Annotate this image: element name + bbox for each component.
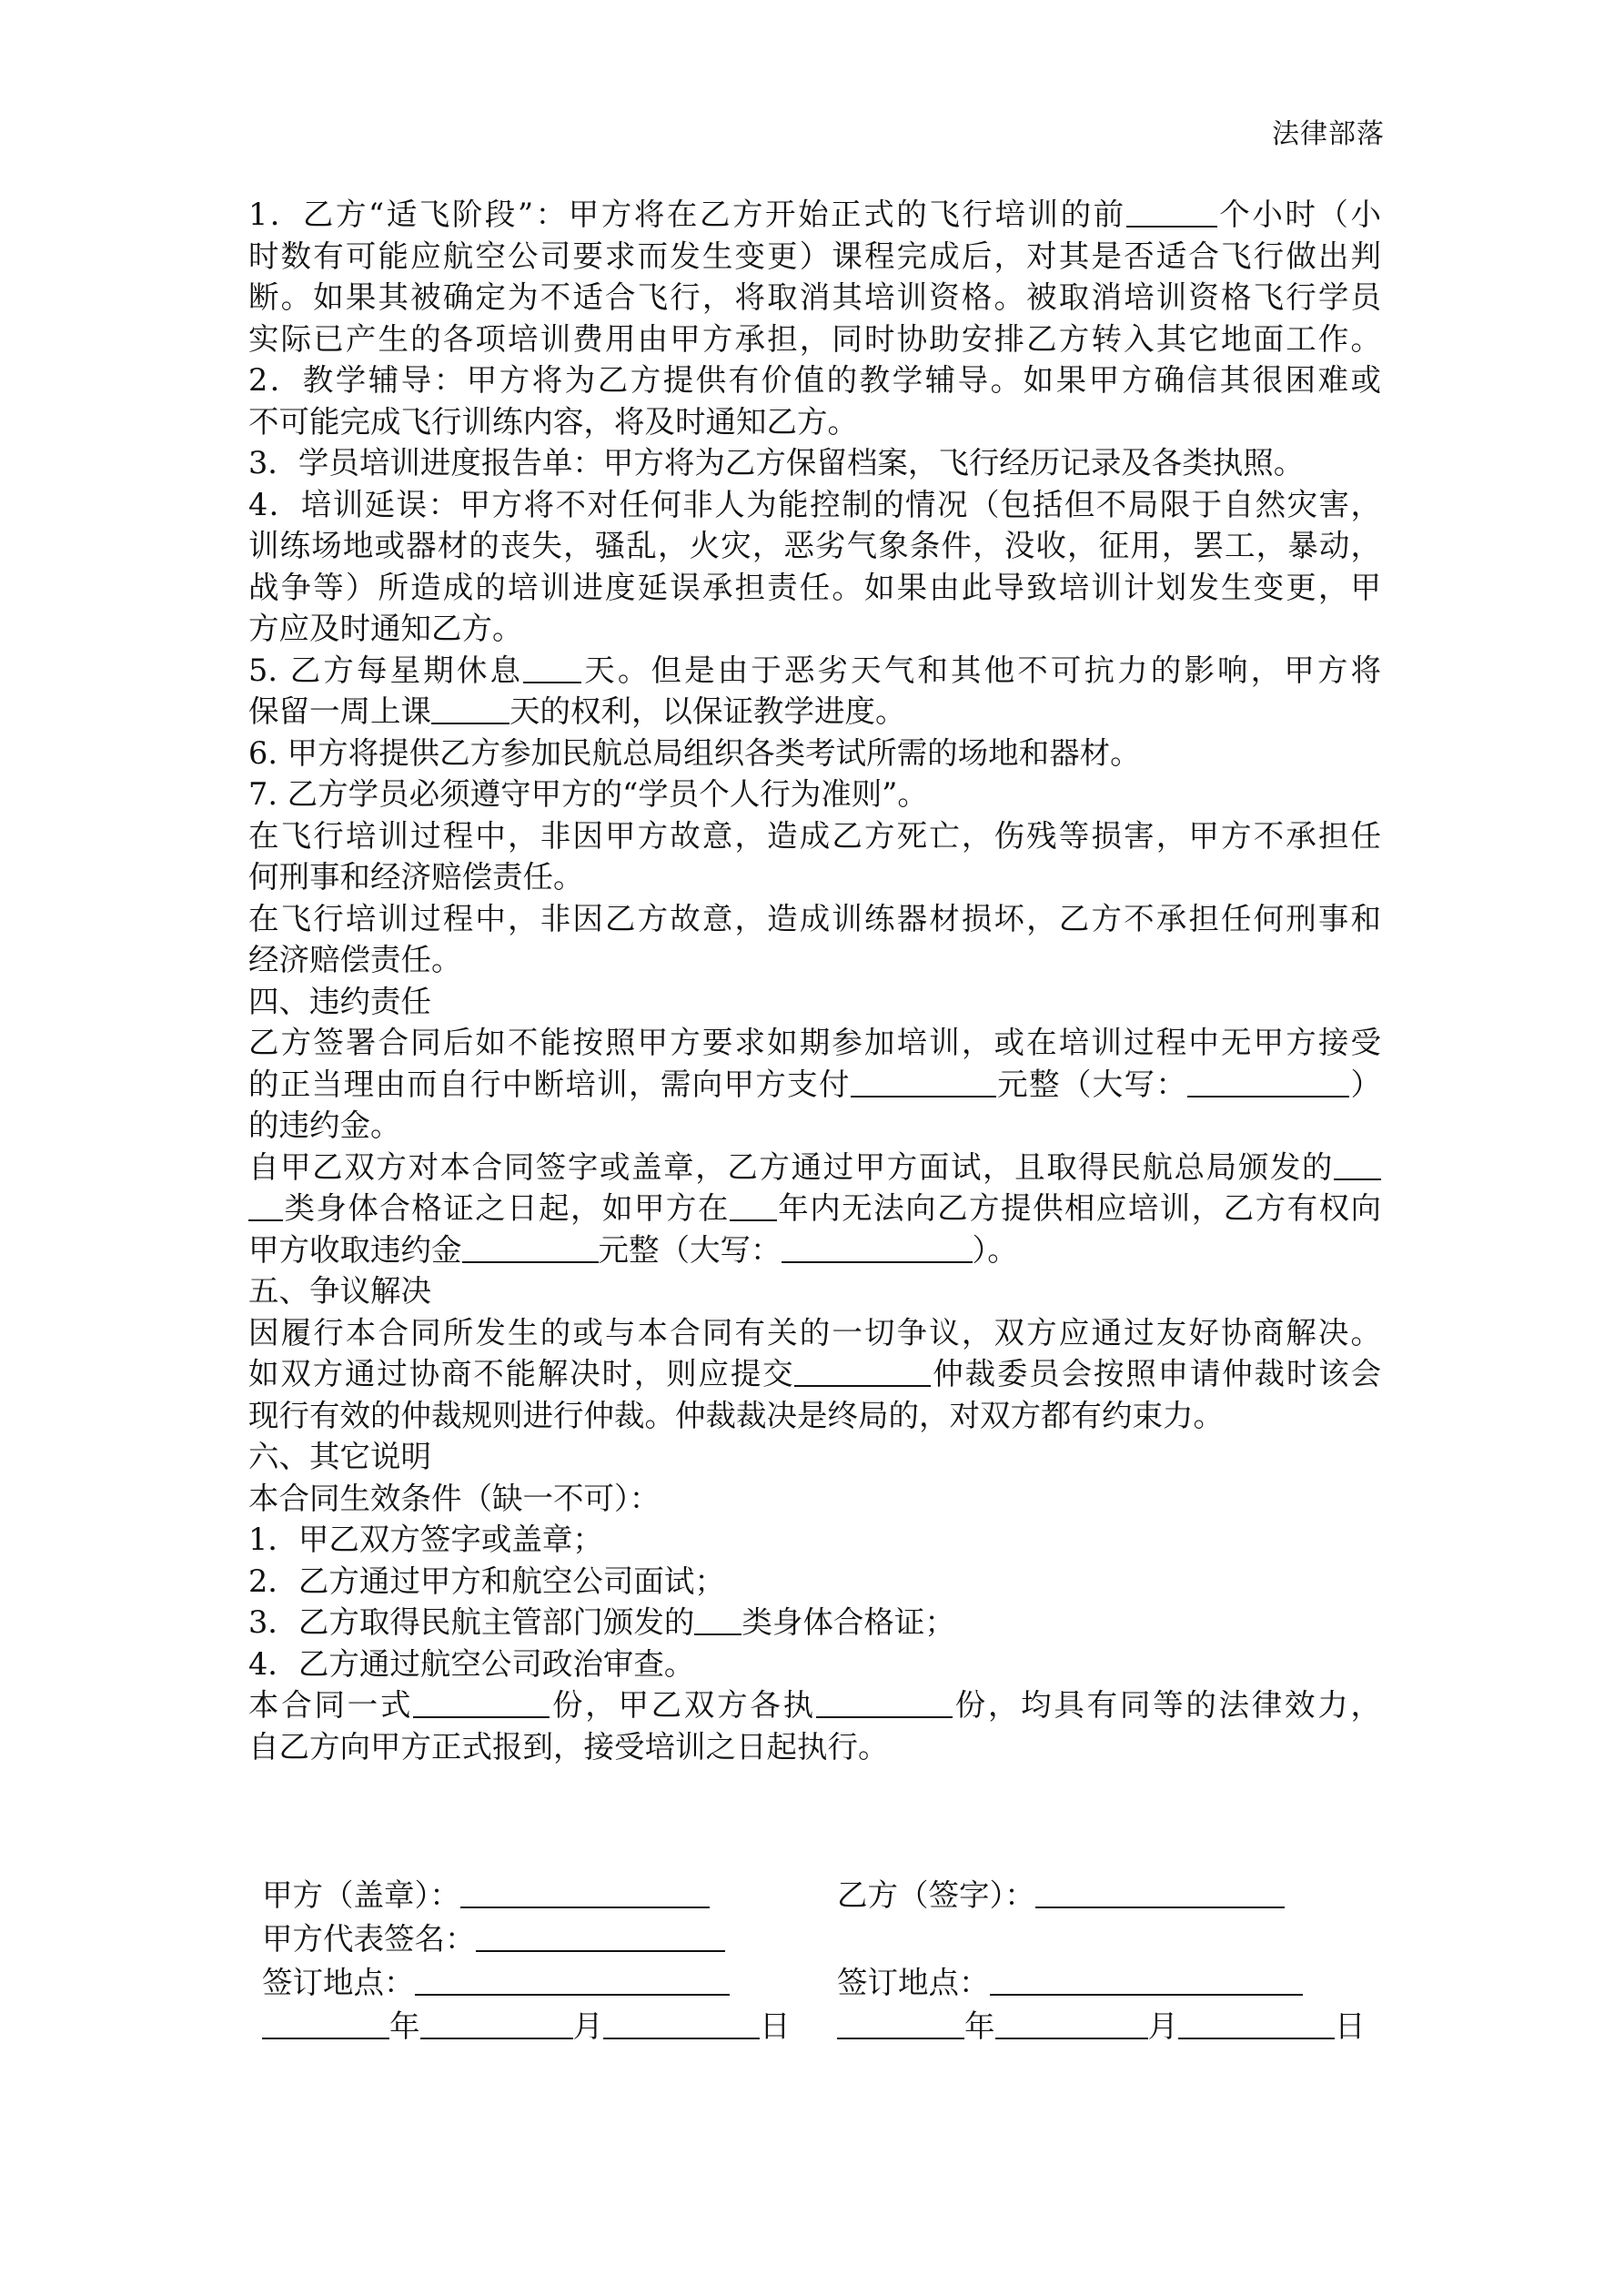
text-segment: 类身体合格证； xyxy=(741,1604,955,1640)
contract-text-line xyxy=(248,319,1381,360)
document-header-brand: 法律部落 xyxy=(1272,118,1385,150)
place-b-row xyxy=(837,1962,1303,2004)
text-segment: 1．乙方“适飞阶段”：甲方将在乙方开始正式的飞行培训的前 xyxy=(248,197,1126,232)
fill-in-blank[interactable] xyxy=(431,695,509,724)
place-a-label: 签订地点： xyxy=(262,1965,415,2000)
text-segment: 的正当理由而自行中断培训，需向甲方支付 xyxy=(248,1066,851,1102)
fill-in-blank[interactable] xyxy=(730,1192,777,1221)
date-b-day-label: 日 xyxy=(1335,2008,1366,2044)
contract-text-line xyxy=(248,525,1381,567)
fill-in-blank[interactable] xyxy=(1126,198,1217,228)
contract-text-line xyxy=(248,1229,1381,1271)
contract-text-line xyxy=(248,1726,1381,1768)
text-segment: 5. 乙方每星期休息 xyxy=(248,652,524,688)
contract-text-line xyxy=(248,236,1381,278)
fill-in-blank[interactable] xyxy=(462,1234,599,1263)
text-segment: 本合同生效条件（缺一不可）： xyxy=(248,1480,661,1516)
text-segment: 1．甲乙双方签字或盖章； xyxy=(248,1522,603,1557)
fill-in-blank[interactable] xyxy=(851,1068,996,1097)
contract-text-line xyxy=(248,1644,1381,1685)
text-segment: 4．乙方通过航空公司政治审查。 xyxy=(248,1645,695,1682)
contract-text-line xyxy=(248,1147,1381,1188)
text-segment: 五、争议解决 xyxy=(248,1273,431,1309)
text-segment: 份，甲乙双方各执 xyxy=(550,1687,816,1723)
text-segment: 3．乙方取得民航主管部门颁发的 xyxy=(248,1604,695,1640)
section-heading xyxy=(248,981,1381,1023)
contract-text-line xyxy=(248,1684,1381,1726)
contract-text-line xyxy=(248,1188,1381,1229)
fill-in-blank[interactable] xyxy=(816,1689,953,1718)
party-a-seal-blank[interactable] xyxy=(460,1879,710,1908)
text-segment: 仲裁委员会按照申请仲裁时该会 xyxy=(931,1356,1381,1391)
fill-in-blank[interactable] xyxy=(794,1358,931,1387)
fill-in-blank[interactable] xyxy=(248,1192,283,1221)
contract-text-line xyxy=(248,733,1381,774)
date-b-month-label: 月 xyxy=(1147,2008,1178,2044)
text-segment: 本合同一式 xyxy=(248,1687,414,1723)
text-segment: 因履行本合同所发生的或与本合同有关的一切争议，双方应通过友好协商解决。 xyxy=(248,1314,1381,1350)
party-b-sign-label: 乙方（签字）： xyxy=(837,1877,1035,1913)
text-segment: 六、其它说明 xyxy=(248,1439,431,1474)
text-segment: 实际已产生的各项培训费用由甲方承担，同时协助安排乙方转入其它地面工作。 xyxy=(248,320,1381,357)
contract-text-line xyxy=(248,567,1381,609)
text-segment: 现行有效的仲裁规则进行仲裁。仲裁裁决是终局的，对双方都有约束力。 xyxy=(248,1397,1224,1433)
party-a-rep-blank[interactable] xyxy=(476,1923,725,1952)
text-segment: 在飞行培训过程中，非因乙方故意，造成训练器材损坏，乙方不承担任何刑事和 xyxy=(248,900,1381,936)
party-a-rep-label: 甲方代表签名： xyxy=(262,1921,476,1957)
text-segment: ） xyxy=(1349,1066,1381,1102)
text-segment: 元整（大写： xyxy=(995,1066,1188,1102)
text-segment: 3．学员培训进度报告单：甲方将为乙方保留档案，飞行经历记录及各类执照。 xyxy=(248,445,1305,480)
contract-text-line xyxy=(248,1519,1381,1561)
party-b-sign-blank[interactable] xyxy=(1035,1879,1285,1908)
date-b-year-blank[interactable] xyxy=(837,2010,964,2039)
contract-text-line xyxy=(248,815,1381,857)
contract-text-line xyxy=(248,1022,1381,1064)
text-segment: 方应及时通知乙方。 xyxy=(248,611,523,646)
text-segment: 如双方通过协商不能解决时，则应提交 xyxy=(248,1356,795,1391)
contract-text-line xyxy=(248,277,1381,319)
fill-in-blank[interactable] xyxy=(694,1606,741,1635)
date-a-row xyxy=(262,2006,791,2048)
fill-in-blank[interactable] xyxy=(413,1689,550,1718)
section-heading xyxy=(248,1270,1381,1312)
text-segment: 在飞行培训过程中，非因甲方故意，造成乙方死亡，伤残等损害，甲方不承担任 xyxy=(248,817,1381,854)
fill-in-blank[interactable] xyxy=(523,654,581,683)
date-b-day-blank[interactable] xyxy=(1178,2010,1335,2039)
contract-text-line xyxy=(248,939,1381,981)
text-segment: 2．教学辅导：甲方将为乙方提供有价值的教学辅导。如果甲方确信其很困难或 xyxy=(248,362,1381,398)
place-a-blank[interactable] xyxy=(415,1967,730,1996)
contract-text-line xyxy=(248,484,1381,526)
fill-in-blank[interactable] xyxy=(782,1234,973,1263)
contract-text-line xyxy=(248,1312,1381,1354)
contract-text-line xyxy=(248,608,1381,650)
text-segment: 年内无法向乙方提供相应培训，乙方有权向 xyxy=(776,1190,1381,1226)
contract-text-line xyxy=(248,1353,1381,1395)
text-segment: 个小时（小 xyxy=(1216,197,1381,232)
contract-text-line xyxy=(248,898,1381,940)
text-segment: 份，均具有同等的法律效力， xyxy=(952,1687,1381,1723)
date-a-day-blank[interactable] xyxy=(603,2010,760,2039)
section-heading xyxy=(248,1436,1381,1478)
text-segment: ）。 xyxy=(972,1231,1018,1268)
text-segment: 不可能完成飞行训练内容，将及时通知乙方。 xyxy=(248,403,858,440)
date-b-month-blank[interactable] xyxy=(995,2010,1148,2039)
contract-text-line xyxy=(248,401,1381,443)
contract-text-line xyxy=(248,856,1381,898)
text-segment: 经济赔偿责任。 xyxy=(248,942,462,977)
contract-text-line xyxy=(248,1561,1381,1603)
date-a-month-blank[interactable] xyxy=(420,2010,573,2039)
text-segment: 2．乙方通过甲方和航空公司面试； xyxy=(248,1563,725,1599)
text-segment: 自甲乙双方对本合同签字或盖章，乙方通过甲方面试，且取得民航总局颁发的 xyxy=(248,1148,1334,1185)
text-segment: 的违约金。 xyxy=(248,1108,401,1143)
text-segment: 四、违约责任 xyxy=(248,983,431,1019)
text-segment: 4．培训延误：甲方将不对任何非人为能控制的情况（包括但不局限于自然灾害， xyxy=(248,486,1381,522)
text-segment: 类身体合格证之日起，如甲方在 xyxy=(283,1190,730,1226)
text-segment: 训练场地或器材的丧失，骚乱，火灾，恶劣气象条件，没收，征用，罢工，暴动， xyxy=(248,528,1381,563)
place-b-blank[interactable] xyxy=(990,1967,1303,1996)
text-segment: 断。如果其被确定为不适合飞行，将取消其培训资格。被取消培训资格飞行学员 xyxy=(248,279,1381,315)
date-b-year-label: 年 xyxy=(964,2008,995,2044)
date-a-day-label: 日 xyxy=(760,2008,791,2044)
text-segment: 乙方签署合同后如不能按照甲方要求如期参加培训，或在培训过程中无甲方接受 xyxy=(248,1025,1381,1060)
contract-text-line xyxy=(248,194,1381,236)
contract-text-line xyxy=(248,691,1381,733)
contract-text-line xyxy=(248,1105,1381,1147)
contract-text-line xyxy=(248,774,1381,815)
text-segment: 7. 乙方学员必须遵守甲方的“学员个人行为准则”。 xyxy=(248,776,928,812)
contract-text-line xyxy=(248,359,1381,401)
place-b-label: 签订地点： xyxy=(837,1965,990,2000)
party-b-sign-row xyxy=(837,1875,1285,1917)
text-segment: 元整（大写： xyxy=(598,1231,782,1268)
text-segment: 甲方收取违约金 xyxy=(248,1231,462,1268)
text-segment: 天的权利，以保证教学进度。 xyxy=(509,693,906,729)
party-a-seal-row xyxy=(262,1875,710,1917)
fill-in-blank[interactable] xyxy=(1187,1068,1349,1097)
contract-text-line xyxy=(248,1478,1381,1520)
contract-text-line xyxy=(248,1395,1381,1437)
date-a-year-label: 年 xyxy=(389,2008,420,2044)
contract-text-line xyxy=(248,650,1381,692)
date-a-year-blank[interactable] xyxy=(262,2010,389,2039)
text-segment: 天。但是由于恶劣天气和其他不可抗力的影响，甲方将 xyxy=(581,652,1381,688)
text-segment: 何刑事和经济赔偿责任。 xyxy=(248,859,584,895)
date-b-row xyxy=(837,2006,1366,2048)
text-segment: 保留一周上课 xyxy=(248,693,431,729)
text-segment: 自乙方向甲方正式报到，接受培训之日起执行。 xyxy=(248,1728,889,1765)
contract-text-line xyxy=(248,442,1381,484)
party-a-rep-row xyxy=(262,1918,725,1960)
text-segment: 战争等）所造成的培训进度延误承担责任。如果由此导致培训计划发生变更，甲 xyxy=(248,569,1381,605)
date-a-month-label: 月 xyxy=(572,2008,603,2044)
contract-body xyxy=(248,194,1381,1767)
place-a-row xyxy=(262,1962,730,2004)
text-segment: 时数有可能应航空公司要求而发生变更）课程完成后，对其是否适合飞行做出判 xyxy=(248,238,1381,274)
fill-in-blank[interactable] xyxy=(1334,1151,1381,1180)
contract-text-line xyxy=(248,1064,1381,1106)
contract-text-line xyxy=(248,1602,1381,1644)
party-a-seal-label: 甲方（盖章）： xyxy=(262,1877,460,1913)
text-segment: 6. 甲方将提供乙方参加民航总局组织各类考试所需的场地和器材。 xyxy=(248,734,1141,771)
